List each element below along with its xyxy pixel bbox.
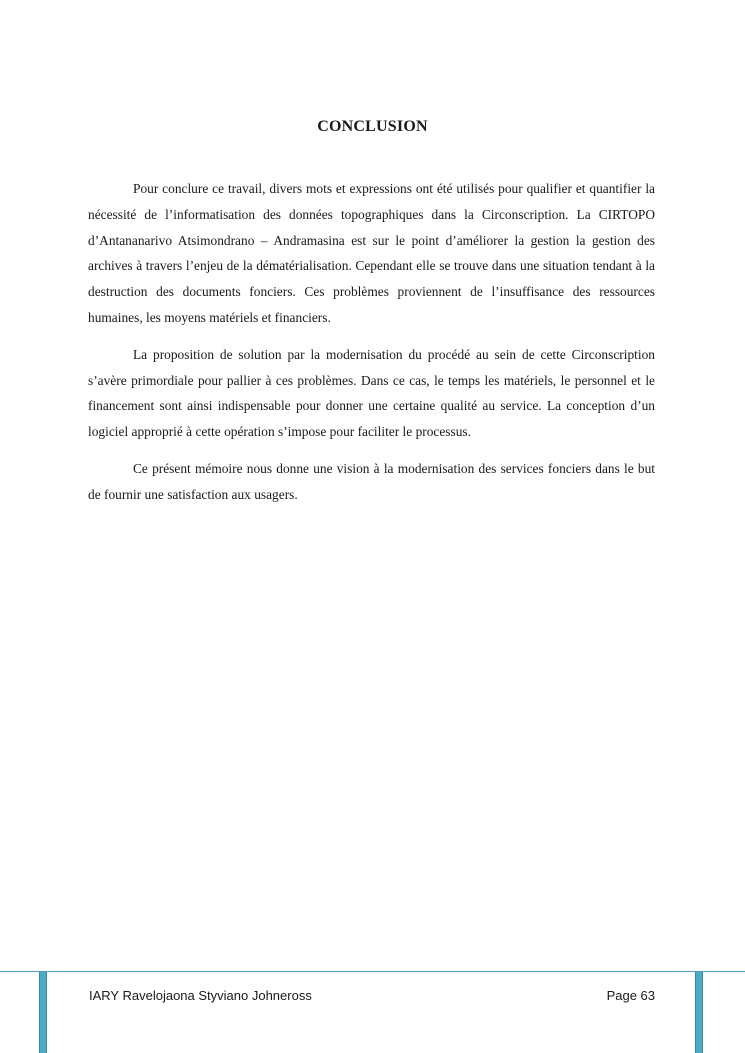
footer-left-bar: [39, 972, 47, 1053]
paragraph-1: Pour conclure ce travail, divers mots et expressions ont été utilisés pour qualifier et quantifier la nécessité de l’informatisation des données topographiques dans la Circonscription. La CIRTOPO d’Antananarivo Atsimondrano – Andramasina est sur le point d’améliorer la gestion la gestion des archives à travers l’enjeu de la dématérialisation. Cependant elle se trouve dans une situation tendant à la destruction des documents fonciers. Ces problèmes proviennent de l’insuffisance des ressources humaines, les moyens matériels et financiers.: [88, 181, 655, 325]
page-title: CONCLUSION: [317, 118, 428, 135]
paragraph-2: La proposition de solution par la modernisation du procédé au sein de cette Circonscription s’avère primordiale pour pallier à ces problèmes. Dans ce cas, le temps les matériels, le personnel et le financement sont ainsi indispensable pour donner une certaine qualité au service. La conception d’un logiciel approprié à cette opération s’impose pour faciliter le processus.: [88, 346, 655, 440]
footer-author: IARY Ravelojaona Styviano Johneross: [89, 988, 312, 1003]
footer-right-bar: [695, 972, 703, 1053]
document-body: [88, 176, 655, 519]
footer-divider: [0, 971, 745, 972]
paragraph-3: Ce présent mémoire nous donne une vision à la modernisation des services fonciers dans le but de fournir une satisfaction aux usagers.: [88, 460, 655, 502]
footer-page-number: Page 63: [606, 988, 655, 1003]
